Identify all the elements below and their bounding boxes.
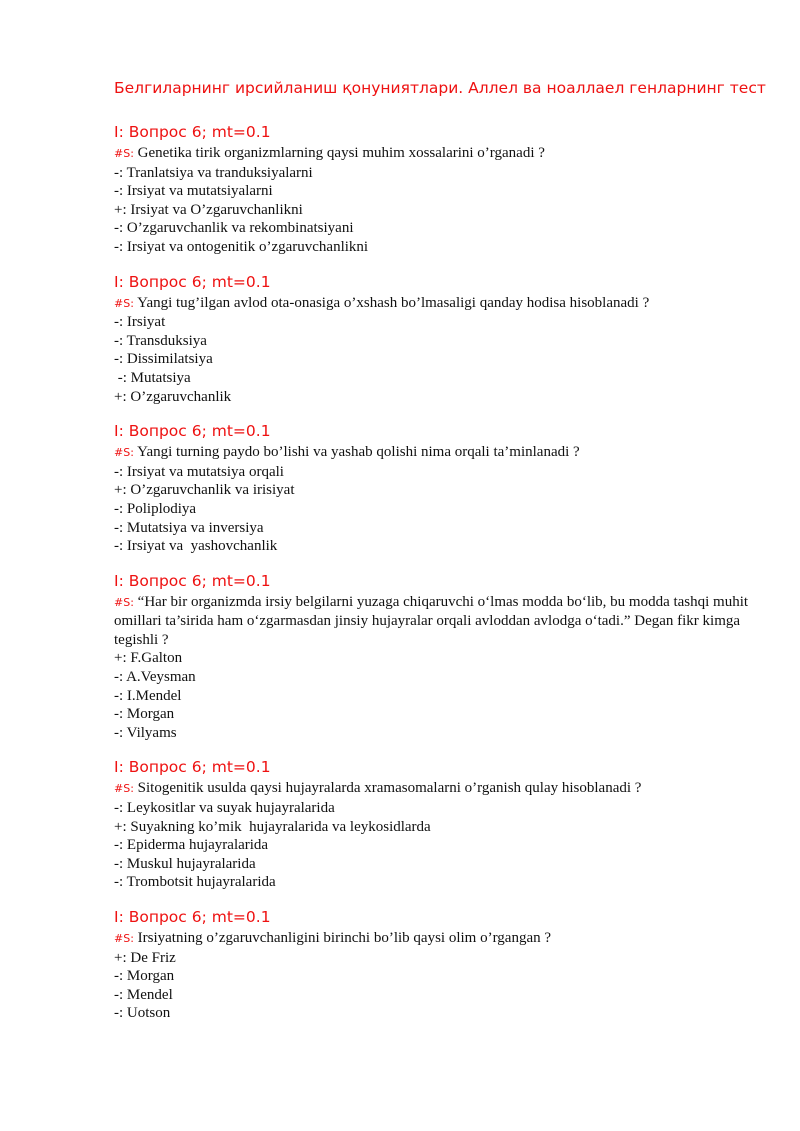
question-text-line [114,294,754,314]
answer-option: -: Irsiyat va mutatsiya orqali [114,463,284,480]
answer-option: -: Trombotsit hujayralarida [114,874,276,891]
question-text-line [114,779,754,799]
question-text-line [114,593,754,650]
answer-option: -: Irsiyat va ontogenitik o’zgaruvchanlikni [114,238,369,255]
question-list [114,122,754,1038]
question-block [114,421,754,556]
question-text: Yangi turning paydo bo’lishi va yashab qolishi nima orqali ta’minlanadi ? [137,444,580,461]
answer-option: -: Tranlatsiya va tranduksiyalarni [114,164,313,181]
question-header: I: Вопрос 6; mt=0.1 [114,123,271,141]
answer-option: -: Irsiyat [114,314,166,331]
question-marker: #S: [114,782,134,796]
question-header: I: Вопрос 6; mt=0.1 [114,758,271,777]
question-text: Yangi tug’ilgan avlod ota-onasiga o’xshash bo’lmasaligi qanday hodisa hisoblanadi ? [137,294,650,311]
answer-option: -: Irsiyat va mutatsiyalarni [114,183,273,200]
answer-option: -: Epiderma hujayralarida [114,837,269,854]
question-text: Sitogenitik usulda qaysi hujayralarda xramasomalarni o’rganish qulay hisoblanadi ? [137,780,642,797]
answer-option: -: Mutatsiya [114,369,191,386]
question-marker: #S: [114,595,134,609]
question-header: I: Вопрос 6; mt=0.1 [114,422,271,441]
question-text: Irsiyatning o’zgaruvchanligini birinchi bo’lib qaysi olim o’rgangan ? [137,930,552,946]
question-marker: #S: [114,147,134,160]
answer-option: -: A.Veysman [114,669,196,686]
answer-option: +: Irsiyat va O’zgaruvchanlikni [114,201,303,218]
question-header: I: Вопрос 6; mt=0.1 [114,272,271,291]
question-block [114,122,754,257]
document-title: Белгиларнинг ирсийланиш қонуниятлари. Аллел ва ноаллаел генларнинг тест [114,79,766,97]
answer-option: -: Mutatsiya va inversiya [114,519,264,536]
answer-option: +: De Friz [114,949,176,966]
answer-option: -: Leykositlar va suyak hujayralarida [114,800,335,817]
answer-option: -: Uotson [114,1005,171,1022]
question-block [114,757,754,892]
question-block [114,907,754,1023]
answer-option: -: Poliplodiya [114,500,197,517]
question-marker: #S: [114,446,134,460]
answer-option: -: Mendel [114,986,173,1003]
question-text-line [114,144,754,164]
question-text: “Har bir organizmda irsiy belgilarni yuzaga chiqaruvchi o‘lmas modda bo‘lib, bu modda tashqi muhit omillari ta’sirida ham o‘zgarmasdan jinsiy hujayralar orqali avloddan avlodga o‘tadi.” Degan fikr kimga tegishli ? [114,593,749,648]
answer-option: -: Vilyams [114,724,177,741]
answer-option: +: F.Galton [114,650,183,667]
question-text: Genetika tirik organizmlarning qaysi muhim xossalarini o’rganadi ? [137,145,545,161]
answer-option: +: O’zgaruvchanlik va irisiyat [114,482,295,499]
answer-option: +: O’zgaruvchanlik [114,388,232,405]
answer-option: -: Morgan [114,706,175,723]
answer-option: -: Irsiyat va yashovchanlik [114,538,278,555]
answer-option: -: Dissimilatsiya [114,351,213,368]
question-marker: #S: [114,296,134,310]
answer-option: -: I.Mendel [114,687,182,704]
question-block [114,571,754,743]
answer-option: -: Muskul hujayralarida [114,855,256,872]
question-text-line [114,443,754,463]
question-marker: #S: [114,932,134,945]
answer-option: -: O’zgaruvchanlik va rekombinatsiyani [114,220,354,237]
question-header: I: Вопрос 6; mt=0.1 [114,571,271,590]
question-header: I: Вопрос 6; mt=0.1 [114,908,271,926]
answer-option: -: Morgan [114,968,175,985]
question-block [114,272,754,407]
question-text-line [114,929,754,949]
answer-option: +: Suyakning ko’mik hujayralarida va leykosidlarda [114,818,431,835]
answer-option: -: Transduksiya [114,332,207,349]
